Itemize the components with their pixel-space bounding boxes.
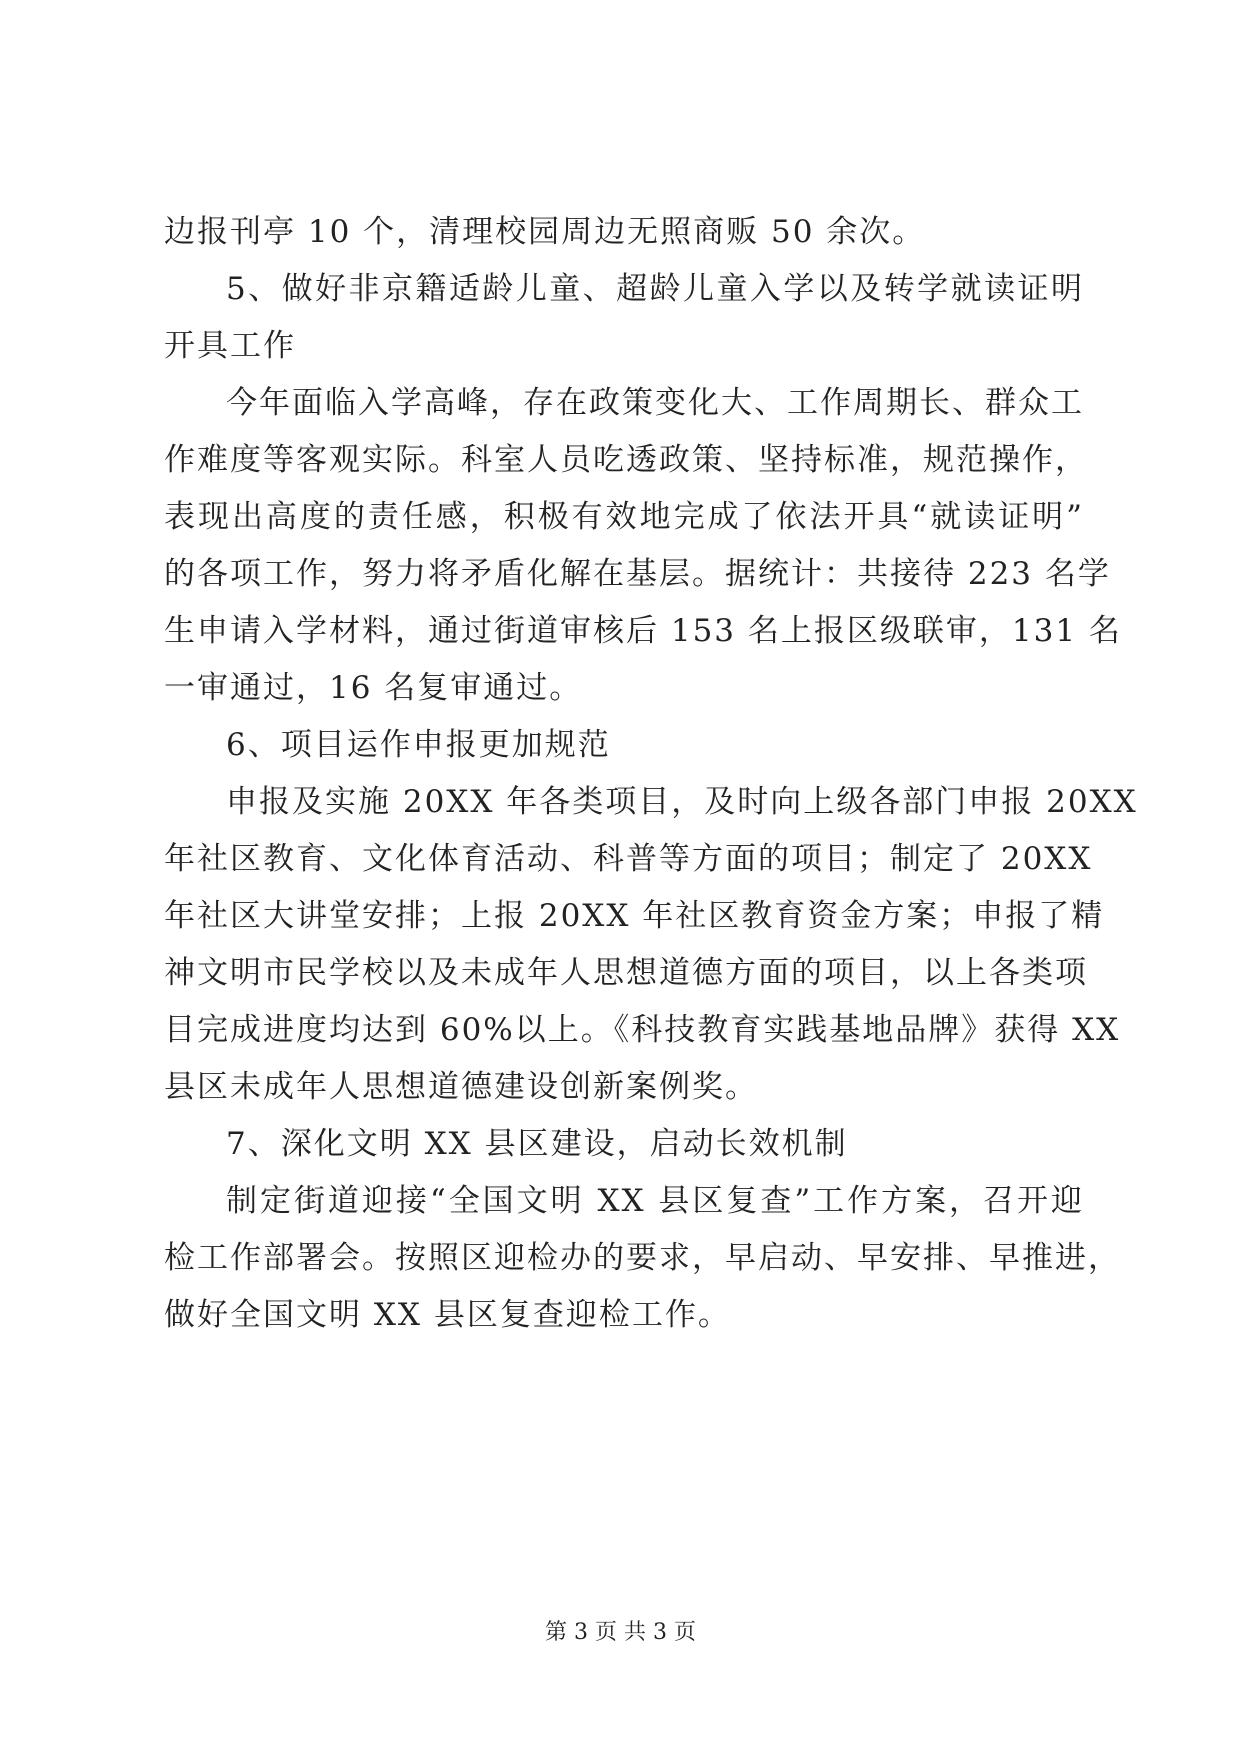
text-line: 年社区大讲堂安排；上报 20XX 年社区教育资金方案；申报了精 (164, 898, 1105, 934)
section-heading-5: 5、做好非京籍适龄儿童、超龄儿童入学以及转学就读证明 (226, 271, 1084, 307)
text-line: 生申请入学材料，通过街道审核后 153 名上报区级联审，131 名 (164, 613, 1122, 649)
text-line: 表现出高度的责任感，积极有效地完成了依法开具“就读证明” (164, 499, 1084, 535)
section-heading-5-continued: 开具工作 (164, 328, 296, 364)
text-line: 目完成进度均达到 60%以上。《科技教育实践基地品牌》获得 XX (164, 1012, 1121, 1048)
text-line: 的各项工作，努力将矛盾化解在基层。据统计：共接待 223 名学 (164, 556, 1111, 592)
text-line: 制定街道迎接“全国文明 XX 县区复查”工作方案，召开迎 (226, 1183, 1084, 1219)
text-line: 神文明市民学校以及未成年人思想道德方面的项目，以上各类项 (164, 955, 1088, 991)
text-line: 边报刊亭 10 个，清理校园周边无照商贩 50 余次。 (164, 214, 926, 250)
text-line: 申报及实施 20XX 年各类项目，及时向上级各部门申报 20XX (226, 784, 1138, 820)
text-line: 作难度等客观实际。科室人员吃透政策、坚持标准，规范操作， (164, 442, 1088, 478)
text-line: 一审通过，16 名复审通过。 (164, 670, 583, 706)
text-line: 年社区教育、文化体育活动、科普等方面的项目；制定了 20XX (164, 841, 1093, 877)
text-line: 县区未成年人思想道德建设创新案例奖。 (164, 1069, 758, 1105)
section-heading-6: 6、项目运作申报更加规范 (226, 727, 611, 763)
text-line: 检工作部署会。按照区迎检办的要求，早启动、早安排、早推进， (164, 1240, 1121, 1276)
text-line: 做好全国文明 XX 县区复查迎检工作。 (164, 1297, 731, 1333)
page-number-footer: 第 3 页 共 3 页 (545, 1620, 696, 1645)
text-line: 今年面临入学高峰，存在政策变化大、工作周期长、群众工 (226, 385, 1084, 421)
section-heading-7: 7、深化文明 XX 县区建设，启动长效机制 (226, 1126, 848, 1162)
